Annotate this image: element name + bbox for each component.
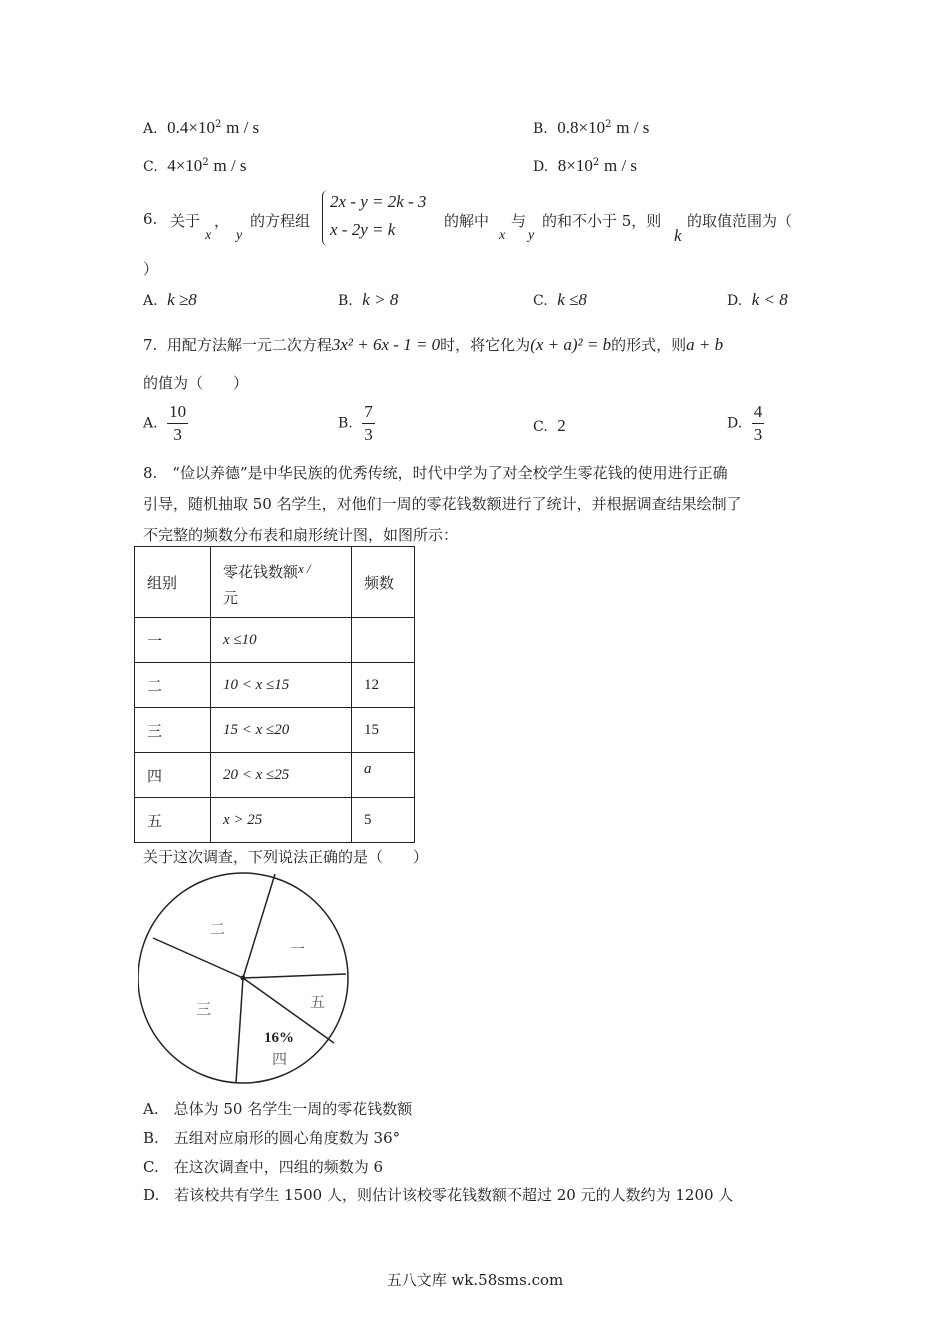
q7-option-d [727,402,764,445]
divider-line [236,978,243,1083]
equation-2: x - 2y = k [330,220,396,239]
option-value: 0.4×10 [167,118,215,137]
option-label: C. [143,159,158,175]
q7-target-form: (x + a)² = b [530,335,612,354]
q6-text-range: 的取值范围为（ [687,212,793,230]
equation-system [322,190,447,246]
divider-line [153,938,243,978]
slice-label-five: 五 [310,993,326,1011]
table-row [135,618,415,663]
option-value: k ≤8 [557,290,587,309]
table-row [135,663,415,708]
option-value: 8×10 [557,156,593,175]
option-label: D. [727,415,743,432]
q6-var-y2: y [528,228,535,243]
q8-option-a: A. 总体为 50 名学生一周的零花钱数额 [143,1100,413,1118]
cell-group: 三 [135,708,211,753]
cell-group: 二 [135,663,211,708]
q7-option-a [143,402,188,445]
unit: m / s [616,118,650,137]
option-value: 4×10 [167,156,203,175]
q5-option-c [143,156,247,176]
option-label: D. [727,293,743,309]
cell-range: 20 < x ≤25 [211,753,352,798]
q8-option-b: B. 五组对应扇形的圆心角度数为 36° [143,1129,401,1147]
cell-frequency [352,618,415,663]
q6-option-c [533,290,587,310]
pie-center [241,976,246,981]
option-value: k < 8 [751,290,788,309]
unit: m / s [226,118,260,137]
cell-group: 一 [135,618,211,663]
q8-question: 关于这次调查，下列说法正确的是（ ） [143,848,429,866]
q6-var-k: k [674,226,682,245]
option-label: C. [533,293,548,309]
table-row [135,708,415,753]
fraction [752,402,765,445]
q8-line-2: 引导，随机抽取 50 名学生，对他们一周的零花钱数额进行了统计，并根据调查结果绘制了 [143,495,742,513]
cell-group: 四 [135,753,211,798]
unit: m / s [213,156,247,175]
cell-frequency: 5 [352,798,415,843]
pie-chart [138,868,368,1090]
exponent: 2 [202,157,209,168]
cell-range: 15 < x ≤20 [211,708,352,753]
denominator: 3 [753,425,763,444]
q6-text-system: 的方程组 [250,212,311,230]
q6-comma: ， [214,212,230,230]
frequency-table [134,546,415,843]
q5-option-b [533,118,649,138]
slice-label-one: 一 [290,940,306,958]
cell-frequency: 15 [352,708,415,753]
numerator: 10 [167,402,188,424]
header-amount-var: x / [298,560,311,576]
q7-number: 7. [143,336,158,354]
q6-var-x: x [205,228,212,243]
q7-a-plus-b: a + b [686,335,724,354]
divider-line [243,974,346,978]
q6-option-d [727,290,788,310]
divider-line [243,874,275,978]
q8-option-d: D. 若该校共有学生 1500 人，则估计该校零花钱数额不超过 20 元的人数约为 1200 人 [143,1186,734,1204]
q5-option-a [143,118,259,138]
q8-line-3: 不完整的频数分布表和扇形统计图，如图所示： [143,526,459,544]
q6-option-a [143,290,197,310]
q6-text-sum: 的和不小于 5，则 [542,212,662,230]
q6-text-solution: 的解中 [444,212,490,230]
option-label: C. [533,419,548,435]
equation-1: 2x - y = 2k - 3 [330,192,427,211]
slice-label-two: 二 [210,920,226,938]
fraction [362,402,375,445]
option-label: A. [143,415,158,432]
denominator: 3 [173,425,182,444]
cell-range: x ≤10 [211,618,352,663]
header-frequency: 频数 [352,547,415,618]
option-label: B. [533,121,548,137]
q6-close-paren: ） [143,260,159,278]
header-amount-text: 零花钱数额 [223,562,299,581]
cell-range: 10 < x ≤15 [211,663,352,708]
q8-option-c: C. 在这次调查中，四组的频数为 6 [143,1158,384,1176]
q6-number: 6. [143,210,158,228]
exponent: 2 [214,119,222,130]
exponent: 2 [592,157,600,168]
q7-text-2: 时，将它化为 [440,336,531,354]
q6-var-x2: x [499,228,506,243]
cell-frequency: a [352,753,415,798]
slice-percent-four: 16% [264,1030,294,1046]
option-label: D. [533,159,549,175]
numerator: 7 [362,402,375,424]
q5-option-d [533,156,637,176]
q7-option-b [338,402,375,445]
q7-line [143,334,723,355]
page-footer: 五八文库 wk.58sms.com [386,1271,564,1289]
option-value: k ≥8 [167,290,197,309]
option-label: B. [338,415,353,432]
q7-equation: 3x² + 6x - 1 = 0 [331,335,441,354]
q6-text-and: 与 [511,212,527,230]
option-label: A. [143,293,158,309]
q7-text-3: 的形式，则 [611,336,687,354]
exponent: 2 [605,119,612,130]
q7-option-c [533,416,566,436]
table-row [135,798,415,843]
denominator: 3 [364,425,373,444]
cell-frequency: 12 [352,663,415,708]
q6-text-about: 关于 [170,212,201,230]
header-amount [211,547,352,618]
slice-label-three: 三 [196,1000,212,1018]
option-value: 2 [557,416,566,435]
table-row [135,753,415,798]
option-value: k > 8 [362,290,399,309]
option-label: B. [338,293,353,309]
q7-text-4: 的值为（ ） [143,374,249,392]
fraction [167,402,188,445]
header-group: 组别 [135,547,211,618]
option-value: 0.8×10 [557,118,606,137]
cell-group: 五 [135,798,211,843]
option-label: A. [143,121,158,137]
unit: m / s [603,156,638,175]
header-amount-unit: 元 [223,588,239,607]
q6-var-y: y [236,228,243,243]
slice-label-four: 四 [272,1050,288,1068]
cell-range: x > 25 [211,798,352,843]
q8-line-1: 8. “俭以养德”是中华民族的优秀传统，时代中学为了对全校学生零花钱的使用进行正确 [143,464,728,482]
q7-text-1: 用配方法解一元二次方程 [166,336,332,354]
q6-option-b [338,290,398,310]
numerator: 4 [752,402,765,424]
table-header-row [135,547,415,618]
